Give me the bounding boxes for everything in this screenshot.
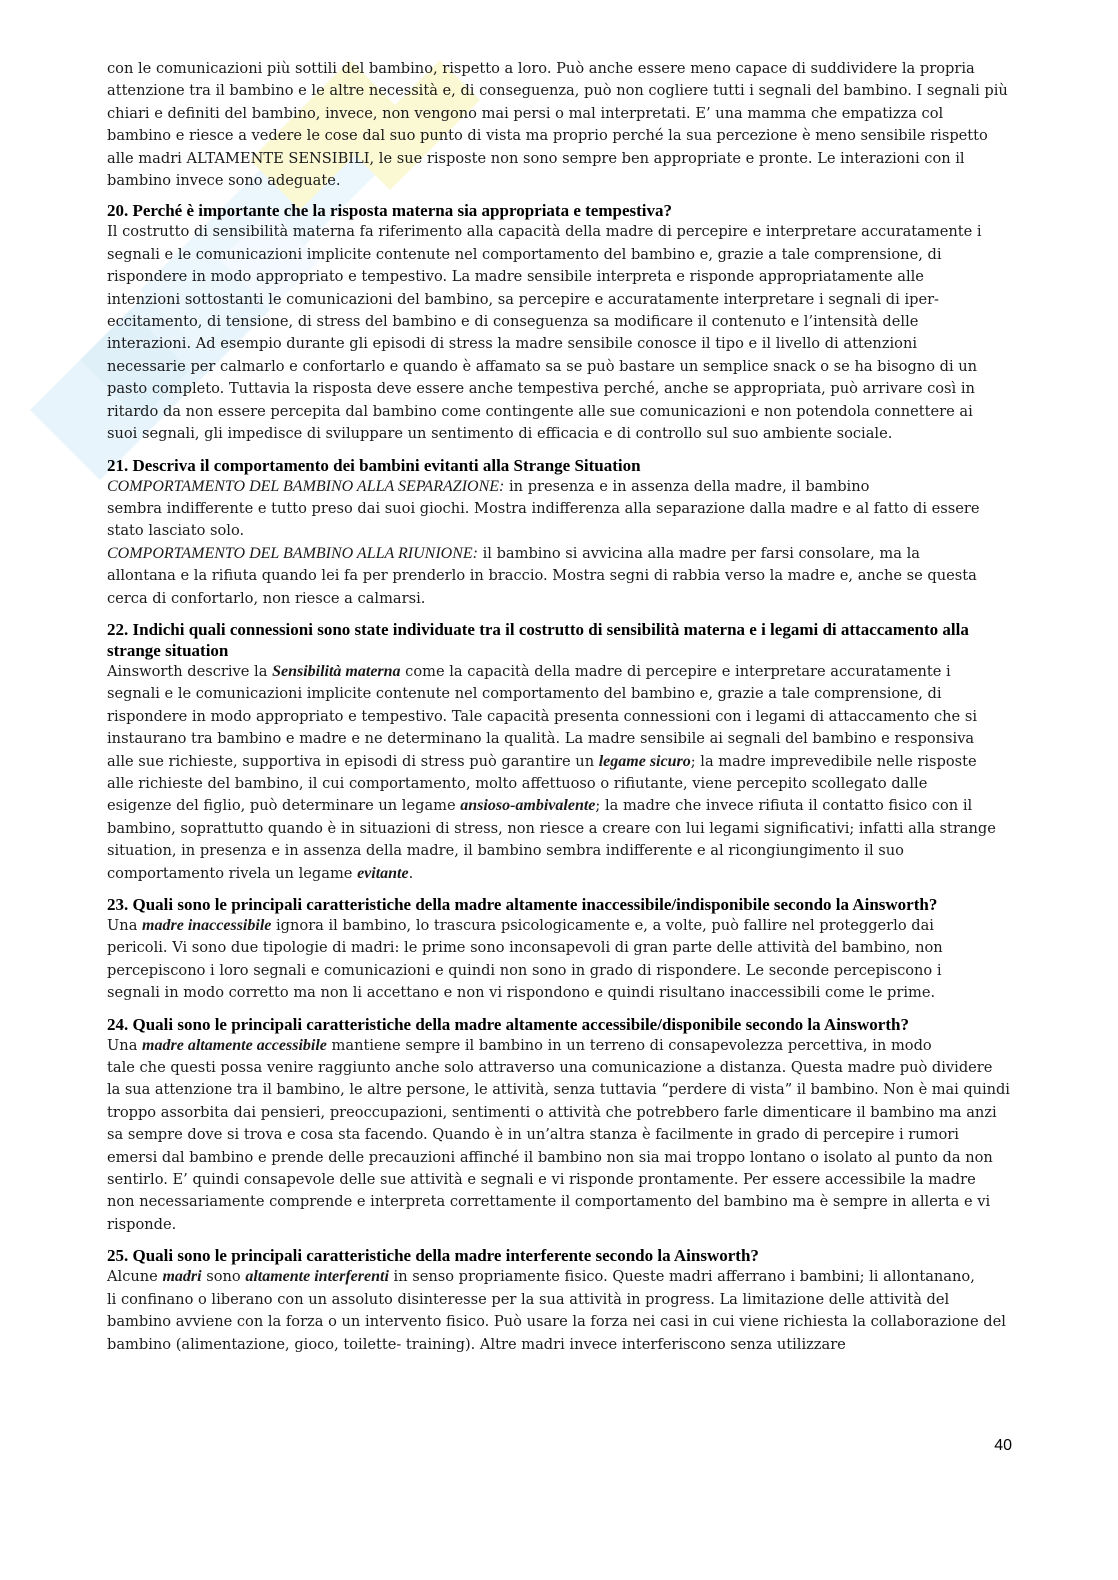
answer-paragraph <box>107 221 1012 445</box>
text-line <box>107 863 1012 885</box>
text-line <box>107 1035 1012 1057</box>
text-line: segnali e le comunicazioni implicite contenute nel comportamento del bambino e, grazie a tale comprensione, di <box>107 685 942 703</box>
document-body <box>107 58 1012 1356</box>
answer-paragraph <box>107 915 1012 1005</box>
text-line: bambino (alimentazione, gioco, toilette- training). Altre madri invece interferiscono senza utilizzare <box>107 1335 846 1353</box>
lead-label: COMPORTAMENTO DEL BAMBINO ALLA RIUNIONE: <box>107 544 478 562</box>
text-line: eccitamento, di tensione, di stress del bambino e di conseguenza sa modificare il contenuto e l’intensità delle <box>107 313 919 331</box>
text-run: Una <box>107 917 143 934</box>
text-run: mantiene sempre il bambino in un terreno di consapevolezza percettiva, in modo <box>326 1036 932 1054</box>
text-run: Ainsworth descrive la <box>107 662 273 680</box>
text-line: allontana e la rifiuta quando lei fa per prenderlo in braccio. Mostra segni di rabbia verso la madre e, anche se questa <box>107 567 977 585</box>
answer-paragraph <box>107 1035 1012 1237</box>
question-heading: 22. Indichi quali connessioni sono state individuate tra il costrutto di sensibilità materna e i legami di attaccamento alla strange situation <box>107 619 969 660</box>
text-run: ignora il bambino, lo trascura psicologicamente e, a volte, può fallire nel proteggerlo dai <box>271 917 934 934</box>
text-line: troppo assorbita dai pensieri, preoccupazioni, sentimenti o attività che potrebbero farle dimenticare il bambino ma anzi <box>107 1103 997 1121</box>
text-line: pericoli. Vi sono due tipologie di madri: le prime sono inconsapevoli di gran parte delle attività del bambino, non <box>107 939 943 957</box>
text-line: intenzioni sottostanti le comunicazioni del bambino, sa percepire e accuratamente interpretare i segnali di iper- <box>107 290 939 308</box>
text-line: tale che questi possa venire raggiunto anche solo attraverso una comunicazione a distanza. Questa madre può dividere <box>107 1059 993 1077</box>
text-line <box>107 661 1012 683</box>
text-line: sembra indifferente e tutto preso dai suoi giochi. Mostra indifferenza alla separazione dalla madre e al fatto di essere <box>107 499 980 517</box>
text-line: attenzione tra il bambino e le altre necessità e, di conseguenza, può non cogliere tutti i segnali del bambino. I segnali più <box>107 82 1008 100</box>
keyword: evitante <box>357 864 409 882</box>
text-line: percepiscono i loro segnali e comunicazioni e quindi non sono in grado di rispondere. Le seconde percepiscono i <box>107 961 942 979</box>
text-line: stato lasciato solo. <box>107 522 245 540</box>
text-line: instaurano tra bambino e madre e ne determinano la qualità. La madre sensibile ai segnali del bambino e responsiva <box>107 730 975 748</box>
text-run: in senso propriamente fisico. Queste madri afferrano i bambini; li allontanano, <box>388 1268 975 1286</box>
question-heading: 20. Perché è importante che la risposta materna sia appropriata e tempestiva? <box>107 201 673 221</box>
answer-paragraph <box>107 476 1012 610</box>
header-mark <box>544 0 568 3</box>
text-run: . <box>408 864 414 882</box>
lead-label: COMPORTAMENTO DEL BAMBINO ALLA SEPARAZIONE: <box>107 477 505 495</box>
text-line <box>107 1266 1012 1288</box>
text-line: emersi dal bambino e prende delle precauzioni affinché il bambino non sia mai troppo lontano o isolato al punto da non <box>107 1148 993 1166</box>
text-line: segnali in modo corretto ma non li accettano e non vi rispondono e quindi risultano inaccessibili come le prime. <box>107 984 936 1002</box>
question-heading: 23. Quali sono le principali caratteristiche della madre altamente inaccessibile/indisponibile secondo la Ainsworth? <box>107 895 938 914</box>
text-line: bambino e riesce a vedere le cose dal suo punto di vista ma proprio perché la sua percezione è meno sensibile rispetto <box>107 127 988 145</box>
keyword: madre altamente accessibile <box>142 1036 327 1054</box>
text-line: li confinano o liberano con un assoluto disinteresse per la sua attività in progress. La limitazione delle attività del <box>107 1290 950 1308</box>
text-run: alle sue richieste, supportiva in episodi di stress può garantire un <box>107 752 599 770</box>
keyword: Sensibilità materna <box>272 662 401 680</box>
text-run: il bambino si avvicina alla madre per farsi consolare, ma la <box>477 544 920 562</box>
text-line <box>107 543 1012 565</box>
page-number: 40 <box>994 1437 1012 1454</box>
text-run: in presenza e in assenza della madre, il bambino <box>504 477 870 495</box>
text-line <box>107 915 1012 937</box>
text-line: rispondere in modo appropriato e tempestivo. Tale capacità presenta connessioni con i legami di attaccamento che si <box>107 707 977 725</box>
text-run: ; la madre imprevedibile nelle risposte <box>690 752 977 770</box>
text-line: con le comunicazioni più sottili del bambino, rispetto a loro. Può anche essere meno capace di suddividere la propria <box>107 60 975 77</box>
text-line: bambino avviene con la forza o un intervento fisico. Può usare la forza nei casi in cui viene richiesta la collaborazione del <box>107 1313 1006 1331</box>
text-run: come la capacità della madre di percepire e interpretare accuratamente i <box>400 662 951 680</box>
question-heading: 24. Quali sono le principali caratteristiche della madre altamente accessibile/disponibile secondo la Ainsworth? <box>107 1014 909 1034</box>
text-line: interazioni. Ad esempio durante gli episodi di stress la madre sensibile conosce il tipo e il livello di attenzioni <box>107 335 918 353</box>
question-heading: 25. Quali sono le principali caratteristiche della madre interferente secondo la Ainsworth? <box>107 1246 759 1266</box>
keyword: madre inaccessibile <box>142 917 272 934</box>
keyword: ansioso-ambivalente <box>460 797 596 815</box>
text-line: rispondere in modo appropriato e tempestivo. La madre sensibile interpreta e risponde appropriatamente alle <box>107 268 924 286</box>
text-line: ritardo da non essere percepita dal bambino come contingente alle sue comunicazioni e non potendola connettere ai <box>107 402 973 420</box>
text-line: chiari e definiti del bambino, invece, non vengono mai persi o mal interpretati. E’ una mamma che empatizza col <box>107 104 944 122</box>
keyword: altamente interferenti <box>245 1268 389 1286</box>
keyword: legame sicuro <box>598 752 691 770</box>
text-line: alle madri ALTAMENTE SENSIBILI, le sue risposte non sono sempre ben appropriate e pronte. Le interazioni con il <box>107 149 965 167</box>
text-line: alle richieste del bambino, il cui comportamento, molto affettuoso o rifiutante, viene percepito scollegato dalle <box>107 774 928 792</box>
text-line: risponde. <box>107 1215 177 1233</box>
text-run: Una <box>107 1036 143 1054</box>
text-line: sa sempre dove si trova e cosa sta facendo. Quando è in un’altra stanza è facilmente in grado di percepire i rumori <box>107 1126 959 1144</box>
text-run: esigenze del figlio, può determinare un legame <box>107 797 461 815</box>
text-line: non necessariamente comprende e interpreta correttamente il comportamento del bambino ma è sempre in allerta e vi <box>107 1193 991 1211</box>
question-heading: 21. Descriva il comportamento dei bambini evitanti alla Strange Situation <box>107 455 641 475</box>
text-line: la sua attenzione tra il bambino, le altre persone, le attività, senza tuttavia “perdere di vista” il bambino. Non è mai quindi <box>107 1081 1010 1099</box>
text-run: sono <box>201 1268 246 1286</box>
text-line: bambino, soprattutto quando è in situazioni di stress, non riesce a creare con lui legami significativi; infatti alla strange <box>107 819 996 837</box>
text-line <box>107 795 1012 817</box>
text-run: ; la madre che invece rifiuta il contatto fisico con il <box>595 797 973 815</box>
text-line: Il costrutto di sensibilità materna fa riferimento alla capacità della madre di percepire e interpretare accuratamente i <box>107 223 982 241</box>
text-run: Alcune <box>107 1268 163 1286</box>
text-line <box>107 476 1012 498</box>
keyword: madri <box>162 1268 202 1286</box>
answer-paragraph <box>107 661 1012 885</box>
text-line <box>107 751 1012 773</box>
text-line: suoi segnali, gli impedisce di sviluppare un sentimento di efficacia e di controllo sul suo ambiente sociale. <box>107 425 893 443</box>
text-line: sentirlo. E’ quindi consapevole delle sue attività e segnali e vi risponde prontamente. Per essere accessibile la madre <box>107 1171 976 1189</box>
text-run: comportamento rivela un legame <box>107 864 358 882</box>
intro-paragraph <box>107 58 1012 192</box>
text-line: necessarie per calmarlo e confortarlo e quando è affamato sa se può bastare un semplice snack o se ha bisogno di un <box>107 357 978 375</box>
text-line: pasto completo. Tuttavia la risposta deve essere anche tempestiva perché, anche se appropriata, può arrivare così in <box>107 380 975 398</box>
text-line: situation, in presenza e in assenza della madre, il bambino sembra indifferente e al ricongiungimento il suo <box>107 842 904 860</box>
text-line: cerca di confortarlo, non riesce a calmarsi. <box>107 589 426 607</box>
text-line: segnali e le comunicazioni implicite contenute nel comportamento del bambino e, grazie a tale comprensione, di <box>107 245 942 263</box>
text-line: bambino invece sono adeguate. <box>107 172 341 190</box>
answer-paragraph <box>107 1266 1012 1356</box>
